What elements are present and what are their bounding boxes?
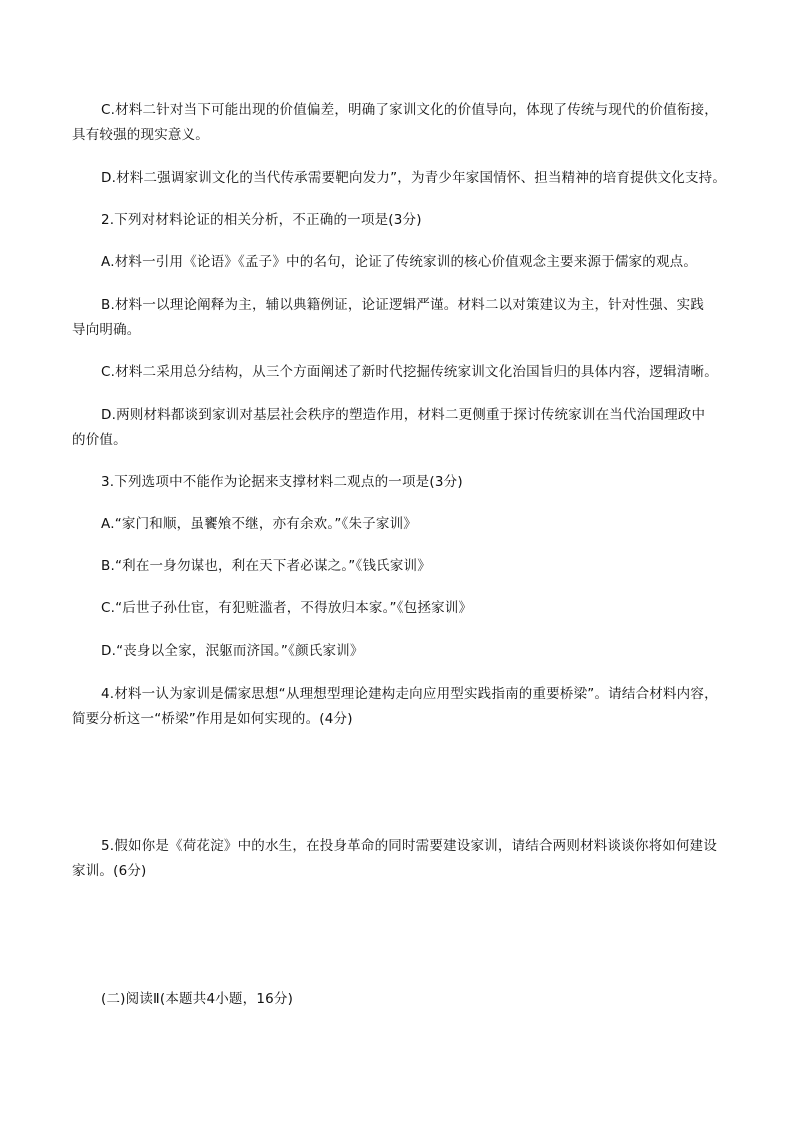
q2-option-d-line-1: D.两则材料都谈到家训对基层社会秩序的塑造作用，材料二更侧重于探讨传统家训在当代治国理政中 xyxy=(101,407,706,423)
q2-option-a: A.材料一引用《论语》《孟子》中的名句，论证了传统家训的核心价值观念主要来源于儒家的观点。 xyxy=(101,254,698,270)
question-4-line-2: 简要分析这一“桥梁”作用是如何实现的。(4分) xyxy=(72,711,353,727)
option-c-line-1: C.材料二针对当下可能出现的价值偏差，明确了家训文化的价值导向，体现了传统与现代的价值衔接， xyxy=(101,102,718,118)
q3-option-a: A.“家门和顺，虽饔飧不继，亦有余欢。”《朱子家训》 xyxy=(101,516,417,532)
q2-option-b-line-2: 导向明确。 xyxy=(72,322,141,338)
q3-option-b: B.“利在一身勿谋也，利在天下者必谋之。”《钱氏家训》 xyxy=(101,558,431,574)
q2-option-b-line-1: B.材料一以理论阐释为主，辅以典籍例证，论证逻辑严谨。材料二以对策建议为主，针对性强、实践 xyxy=(101,297,705,313)
option-c-line-2: 具有较强的现实意义。 xyxy=(72,127,209,143)
question-4-line-1: 4.材料一认为家训是儒家思想“从理想型理论建构走向应用型实践指南的重要桥梁”。请结合材料内容， xyxy=(101,686,718,702)
q2-option-d-line-2: 的价值。 xyxy=(72,432,127,448)
option-d-line: D.材料二强调家训文化的当代传承需要靶向发力”，为青少年家国情怀、担当精神的培育提供文化支持。 xyxy=(101,170,727,186)
question-5-line-2: 家训。(6分) xyxy=(72,863,147,879)
q3-option-c: C.“后世子孙仕宦，有犯赃滥者，不得放归本家。”《包拯家训》 xyxy=(101,600,473,616)
question-2-stem: 2.下列对材料论证的相关分析，不正确的一项是(3分) xyxy=(101,212,422,228)
q2-option-c: C.材料二采用总分结构，从三个方面阐述了新时代挖掘传统家训文化治国旨归的具体内容，逻辑清晰。 xyxy=(101,364,718,380)
question-5-line-1: 5.假如你是《荷花淀》中的水生，在投身革命的同时需要建设家训，请结合两则材料谈谈你将如何建设 xyxy=(101,838,718,854)
question-3-stem: 3.下列选项中不能作为论据来支撑材料二观点的一项是(3分) xyxy=(101,474,463,490)
q3-option-d: D.“丧身以全家，泯躯而济国。”《颜氏家训》 xyxy=(101,643,364,659)
section-heading-reading-2: (二)阅读Ⅱ(本题共4小题，16分) xyxy=(101,991,294,1007)
